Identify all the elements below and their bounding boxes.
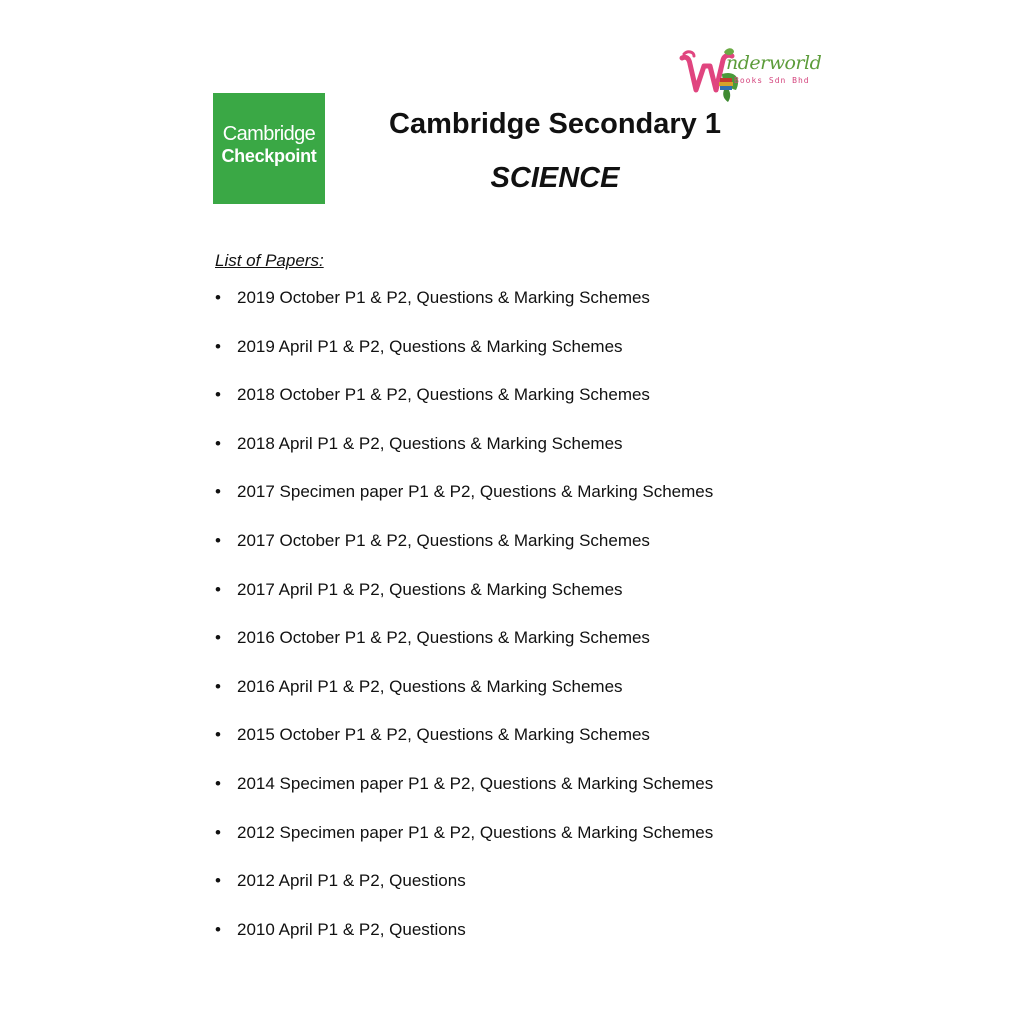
list-item [215, 529, 713, 578]
cambridge-checkpoint-logo [213, 93, 325, 204]
list-item-text: 2018 October P1 & P2, Questions & Marking Schemes [237, 385, 650, 405]
brand-name: nderworld [726, 52, 822, 74]
bullet-icon: • [215, 433, 221, 453]
list-item-text: 2016 April P1 & P2, Questions & Marking Schemes [237, 676, 623, 696]
bullet-icon: • [215, 530, 221, 550]
list-item [215, 383, 713, 432]
bullet-icon: • [215, 919, 221, 939]
list-item [215, 432, 713, 481]
list-item-text: 2017 October P1 & P2, Questions & Marking Schemes [237, 530, 650, 550]
bullet-icon: • [215, 482, 221, 502]
list-item [215, 675, 713, 724]
list-item [215, 335, 713, 384]
list-item [215, 918, 713, 967]
list-item [215, 723, 713, 772]
bullet-icon: • [215, 385, 221, 405]
bullet-icon: • [215, 725, 221, 745]
list-item [215, 626, 713, 675]
list-item [215, 821, 713, 870]
brand-subtitle: Books Sdn Bhd [734, 76, 810, 85]
wonderworld-logo [676, 44, 836, 106]
list-item-text: 2015 October P1 & P2, Questions & Marking Schemes [237, 725, 650, 745]
bullet-icon: • [215, 336, 221, 356]
bullet-icon: • [215, 871, 221, 891]
logo-line-cambridge: Cambridge [222, 123, 316, 145]
page-subtitle: SCIENCE [490, 162, 620, 194]
bullet-icon: • [215, 579, 221, 599]
bullet-icon: • [215, 288, 221, 307]
list-item-text: 2018 April P1 & P2, Questions & Marking Schemes [237, 433, 623, 453]
list-item-text: 2019 April P1 & P2, Questions & Marking Schemes [237, 336, 623, 356]
papers-list [215, 286, 713, 966]
list-heading: List of Papers: [215, 251, 324, 270]
bullet-icon: • [215, 822, 221, 842]
list-item [215, 578, 713, 627]
list-item-text: 2012 April P1 & P2, Questions [237, 871, 466, 891]
bullet-icon: • [215, 676, 221, 696]
logo-line-checkpoint: Checkpoint [221, 146, 317, 166]
list-item-text: 2012 Specimen paper P1 & P2, Questions & Marking Schemes [237, 822, 714, 842]
list-item-text: 2014 Specimen paper P1 & P2, Questions & Marking Schemes [237, 773, 714, 793]
list-item-text: 2016 October P1 & P2, Questions & Marking Schemes [237, 628, 650, 648]
bullet-icon: • [215, 628, 221, 648]
page-title: Cambridge Secondary 1 [389, 108, 721, 140]
list-item [215, 772, 713, 821]
list-item-text: 2019 October P1 & P2, Questions & Marking Schemes [237, 288, 650, 307]
list-item-text: 2010 April P1 & P2, Questions [237, 919, 466, 939]
bullet-icon: • [215, 773, 221, 793]
list-item-text: 2017 Specimen paper P1 & P2, Questions & Marking Schemes [237, 482, 714, 502]
list-item [215, 286, 713, 335]
list-item [215, 480, 713, 529]
list-item [215, 869, 713, 918]
list-item-text: 2017 April P1 & P2, Questions & Marking Schemes [237, 579, 623, 599]
